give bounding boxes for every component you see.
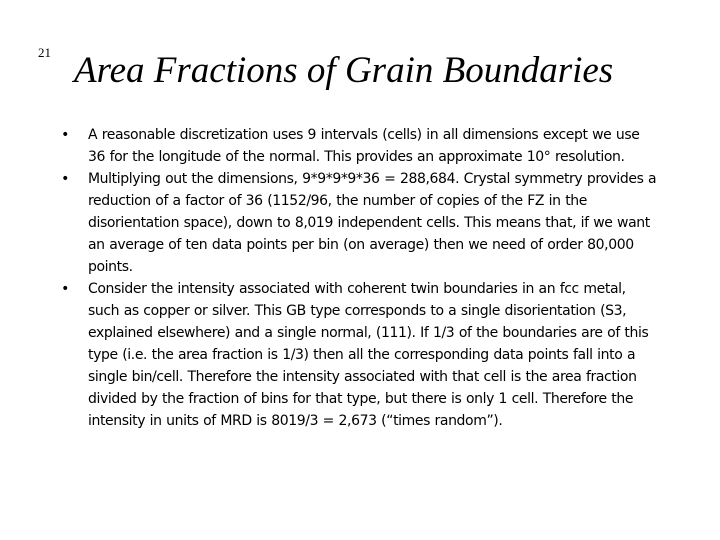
slide-title: Area Fractions of Grain Boundaries [74,50,614,91]
bullet-text: Consider the intensity associated with coherent twin boundaries in an fcc metal, such as copper or silver. This GB type corresponds to a single disorientation (S3, explained elsewhere) and a single normal, (111). If 1/3 of the boundaries are of this type (i.e. the area fraction is 1/3) then all the corresponding data points fall into a single bin/cell. Therefore the intensity associated with that cell is the area fraction divided by the fraction of bins for that type, but there is only 1 cell. Therefore the intensity in units of MRD is 8019/3 = 2,673 (“times random”). [88,281,649,429]
bullet-text: Multiplying out the dimensions, 9*9*9*9*36 = 288,684. Crystal symmetry provides a reduction of a factor of 36 (1152/96, the number of copies of the FZ in the disorientation space), down to 8,019 independent cells. This means that, if we want an average of ten data points per bin (on average) then we need of order 80,000 points. [88,171,657,275]
bullet-icon: • [61,171,69,187]
bullet-item-twin-boundaries [58,278,660,432]
bullet-icon: • [61,127,69,143]
slide-number: 21 [38,45,51,60]
bullet-text: A reasonable discretization uses 9 intervals (cells) in all dimensions except we use 36 for the longitude of the normal. This provides an approximate 10° resolution. [88,127,640,165]
bullet-icon: • [61,281,69,297]
bullet-item-discretization [58,124,660,168]
bullet-list [58,124,660,432]
bullet-item-dimensions [58,168,660,278]
